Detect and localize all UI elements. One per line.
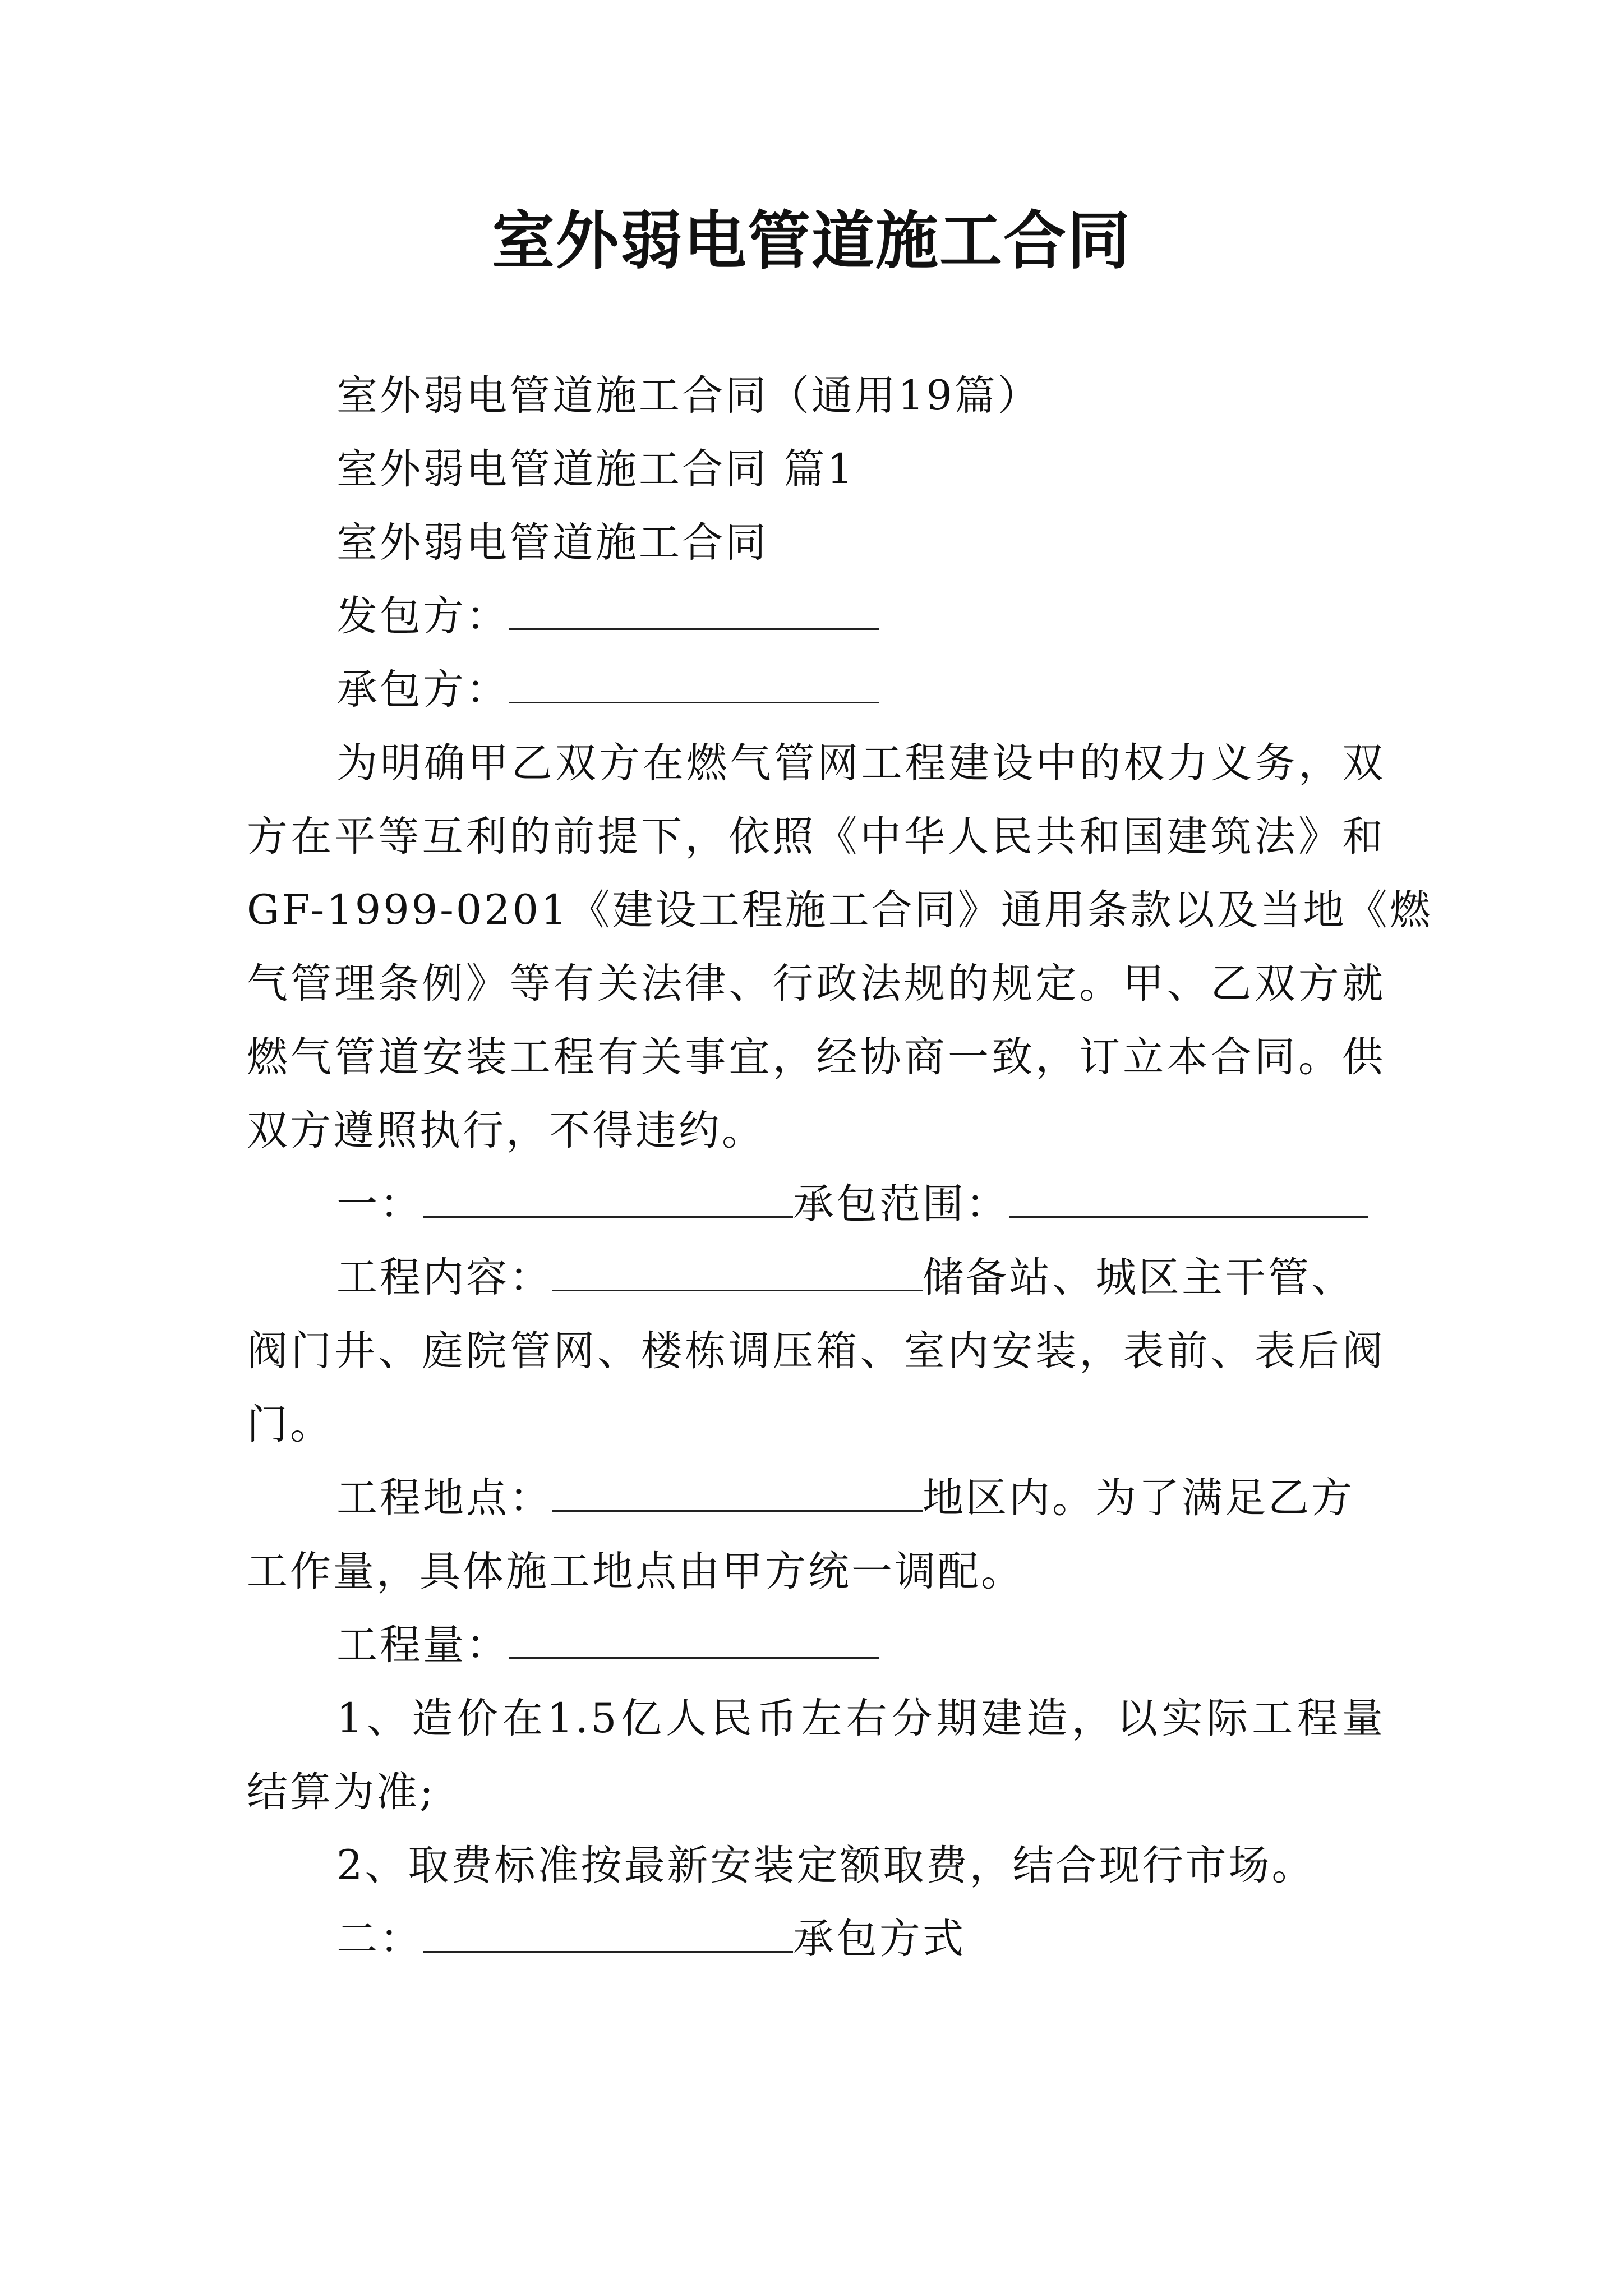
work-content-line (336, 1239, 1385, 1317)
work-content-blank[interactable] (552, 1256, 923, 1291)
preamble-line: 方在平等互利的前提下，依照《中华人民共和国建筑法》和 (247, 813, 1385, 861)
party-a-line (336, 577, 1385, 656)
document-title: 室外弱电管道施工合同 (492, 204, 1131, 278)
section-2-prefix: 二： (336, 1915, 423, 1963)
preamble-line: 气管理条例》等有关法律、行政法规的规定。甲、乙双方就 (247, 960, 1385, 1007)
preamble-line: GF-1999-0201《建设工程施工合同》通用条款以及当地《燃 (247, 886, 1433, 934)
section-2-blank[interactable] (423, 1917, 793, 1953)
section-2-label: 承包方式 (793, 1915, 966, 1963)
work-content-continuation: 阀门井、庭院管网、楼栋调压箱、室内安装，表前、表后阀 (247, 1327, 1385, 1375)
contract-name: 室外弱电管道施工合同 (336, 519, 768, 567)
section-1-line (336, 1165, 1385, 1244)
preamble-line: 燃气管道安装工程有关事宜，经协商一致，订立本合同。供 (247, 1033, 1385, 1081)
work-quantity-label: 工程量： (336, 1621, 509, 1669)
section-2-line (336, 1900, 1385, 1978)
party-b-blank[interactable] (509, 668, 879, 703)
work-quantity-blank[interactable] (509, 1623, 879, 1659)
work-location-line (336, 1459, 1385, 1538)
work-content-continuation: 门。 (247, 1401, 333, 1448)
preamble-line: 双方遵照执行，不得违约。 (247, 1107, 765, 1154)
item-1-line: 1、造价在1.5亿人民币左右分期建造，以实际工程量 (336, 1695, 1385, 1742)
section-1-label: 承包范围： (793, 1180, 1009, 1228)
party-a-label: 发包方： (336, 592, 509, 640)
work-content-label: 工程内容： (336, 1254, 552, 1301)
subtitle: 室外弱电管道施工合同（通用19篇） (336, 372, 1041, 420)
scope-blank[interactable] (1009, 1182, 1368, 1218)
party-b-label: 承包方： (336, 666, 509, 714)
work-location-text: 地区内。为了满足乙方 (923, 1474, 1354, 1522)
work-quantity-line (336, 1606, 1385, 1685)
item-2-line: 2、取费标准按最新安装定额取费，结合现行市场。 (336, 1842, 1315, 1889)
work-location-blank[interactable] (552, 1476, 923, 1512)
preamble-line: 为明确甲乙双方在燃气管网工程建设中的权力义务，双 (336, 739, 1385, 787)
work-content-text: 储备站、城区主干管、 (923, 1254, 1354, 1301)
section-1-blank[interactable] (423, 1182, 793, 1218)
work-location-label: 工程地点： (336, 1474, 552, 1522)
section-1-prefix: 一： (336, 1180, 423, 1228)
party-a-blank[interactable] (509, 595, 879, 630)
part-heading: 室外弱电管道施工合同 篇1 (336, 445, 855, 493)
item-1-line: 结算为准; (247, 1768, 436, 1816)
party-b-line (336, 651, 1385, 729)
work-location-continuation: 工作量，具体施工地点由甲方统一调配。 (247, 1548, 1024, 1595)
